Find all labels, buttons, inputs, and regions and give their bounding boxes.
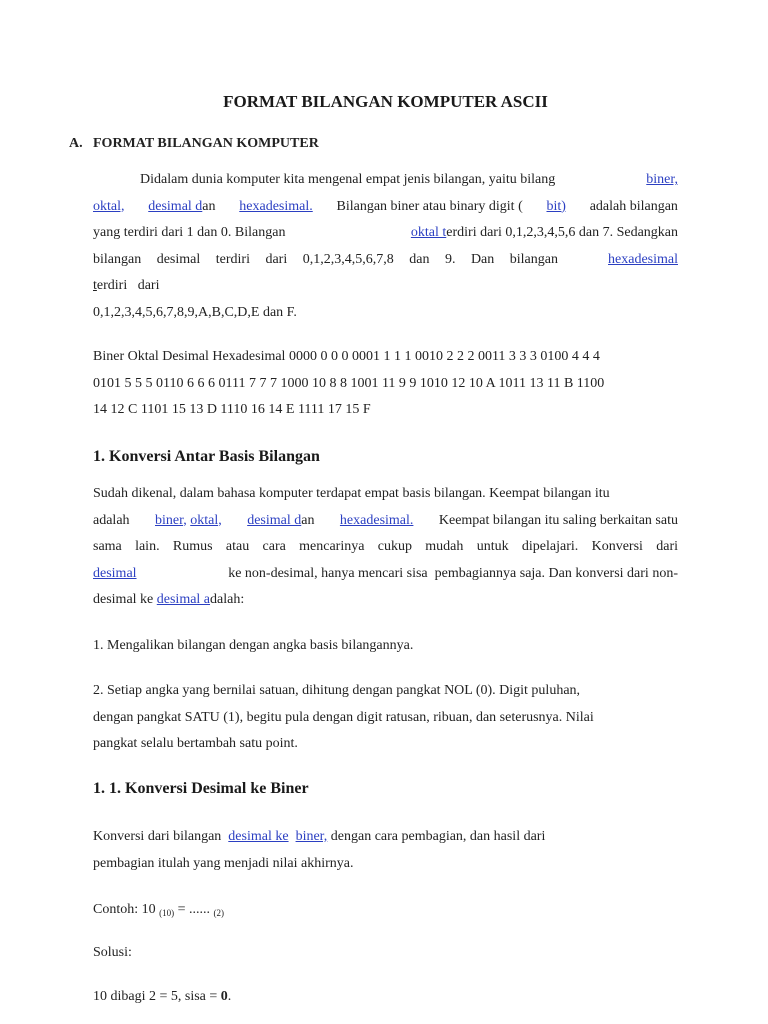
- paragraph-konversi: [93, 824, 678, 877]
- rule-2-line-1: 2. Setiap angka yang bernilai satuan, dihitung dengan pangkat NOL (0). Digit puluhan,: [93, 683, 581, 698]
- rule-2-line-3: pangkat selalu bertambah satu point.: [93, 736, 298, 751]
- intro-text: t: [93, 278, 97, 293]
- link-desimal[interactable]: desimal d: [148, 198, 203, 214]
- section-a-heading: [69, 136, 319, 152]
- intro-text: an: [202, 198, 216, 214]
- contoh-line: [93, 900, 224, 923]
- intro-text: Bilangan biner atau binary digit (: [336, 198, 523, 214]
- solusi-label: Solusi:: [93, 945, 132, 960]
- link-oktal-3[interactable]: oktal,: [190, 512, 222, 528]
- basis-text: an: [301, 512, 315, 528]
- table-line-3: 14 12 C 1101 15 13 D 1110 16 14 E 1111 17 15 F: [93, 402, 371, 417]
- intro-line-5: [93, 273, 678, 300]
- intro-text: erdiri dari: [96, 278, 160, 293]
- paragraph-basis: [93, 481, 678, 614]
- link-hexadesimal-3[interactable]: hexadesimal.: [339, 512, 414, 528]
- link-biner[interactable]: biner,: [646, 172, 678, 187]
- link-bit[interactable]: bit): [546, 198, 566, 214]
- basis-line-1: Sudah dikenal, dalam bahasa komputer terdapat empat basis bilangan. Keempat bilangan itu: [93, 486, 610, 501]
- rule-1: 1. Mengalikan bilangan dengan angka basis bilangannya.: [93, 638, 414, 653]
- konversi-text: Konversi dari bilangan: [93, 829, 222, 844]
- table-line-2: 0101 5 5 5 0110 6 6 6 0111 7 7 7 1000 10 8 8 1001 11 9 9 1010 12 10 A 1011 13 11 B 1100: [93, 375, 605, 391]
- paragraph-intro: [93, 167, 678, 326]
- basis-line-4: [93, 561, 678, 588]
- basis-text: dalah:: [210, 592, 245, 607]
- konversi-line-2: pembagian itulah yang menjadi nilai akhirnya.: [93, 855, 354, 871]
- intro-line-1: [93, 167, 678, 194]
- document-title: FORMAT BILANGAN KOMPUTER ASCII: [223, 92, 548, 111]
- rule-2: [93, 678, 678, 758]
- link-desimal-2[interactable]: desimal d: [247, 512, 302, 528]
- basis-line-2: [93, 508, 678, 535]
- intro-line-4: [93, 247, 678, 274]
- basis-text: Keempat bilangan itu saling berkaitan satu: [438, 512, 678, 528]
- intro-text: 0,1,2,3,4,5,6,7,8,9,A,B,C,D,E dan F.: [93, 304, 297, 320]
- basis-text: ke non-desimal, hanya mencari sisa pembagiannya saja. Dan konversi dari non-: [228, 565, 678, 581]
- step-1-period: .: [227, 989, 232, 1004]
- section-a-letter: A.: [69, 136, 83, 151]
- link-biner-2[interactable]: biner,: [155, 512, 187, 528]
- step-1-remainder: 0: [220, 989, 228, 1004]
- intro-text: yang terdiri dari 1 dan 0. Bilangan: [93, 225, 286, 240]
- link-desimal-3[interactable]: desimal: [93, 565, 137, 581]
- section-a-label: FORMAT BILANGAN KOMPUTER: [93, 136, 319, 151]
- intro-text: Didalam dunia komputer kita mengenal empat jenis bilangan, yaitu bilang: [140, 172, 556, 187]
- heading-konversi-antar-basis: 1. Konversi Antar Basis Bilangan: [93, 448, 320, 465]
- intro-text: bilangan desimal terdiri dari 0,1,2,3,4,5,6,7,8 dan 9. Dan bilangan: [93, 251, 558, 267]
- rule-2-line-2: dengan pangkat SATU (1), begitu pula dengan digit ratusan, ribuan, dan seterusnya. Nilai: [93, 709, 594, 725]
- heading-desimal-ke-biner: 1. 1. Konversi Desimal ke Biner: [93, 780, 309, 797]
- basis-text: adalah: [93, 512, 130, 528]
- contoh-equals: = ......: [177, 902, 211, 917]
- intro-text: adalah bilangan: [589, 198, 678, 214]
- konversi-line-1: [93, 824, 678, 851]
- step-1-text: 10 dibagi 2 = 5, sisa =: [93, 989, 218, 1004]
- link-hexadesimal-2[interactable]: hexadesimal: [608, 251, 678, 267]
- link-desimal-ke[interactable]: desimal ke: [228, 829, 289, 844]
- number-table-text: [93, 344, 678, 424]
- link-biner-3[interactable]: biner,: [295, 829, 328, 844]
- link-hexadesimal[interactable]: hexadesimal.: [239, 198, 313, 214]
- contoh-base-2: (2): [213, 908, 225, 918]
- contoh-label: Contoh: 10: [93, 902, 156, 917]
- link-oktal-2[interactable]: oktal t: [410, 225, 447, 240]
- konversi-text: dengan cara pembagian, dan hasil dari: [330, 829, 546, 844]
- basis-line-3: sama lain. Rumus atau cara mencarinya cukup mudah untuk dipelajari. Konversi dari: [93, 539, 678, 554]
- link-oktal[interactable]: oktal,: [93, 198, 125, 214]
- contoh-base-10: (10): [159, 908, 175, 918]
- basis-text: desimal ke: [93, 592, 154, 607]
- intro-line-3: [93, 220, 678, 247]
- step-1: [93, 987, 231, 1007]
- intro-text: erdiri dari 0,1,2,3,4,5,6 dan 7. Sedangkan: [446, 225, 678, 240]
- intro-line-6: [93, 300, 678, 327]
- link-desimal-4[interactable]: desimal a: [156, 592, 211, 607]
- basis-line-5: [93, 587, 678, 614]
- table-line-1: Biner Oktal Desimal Hexadesimal 0000 0 0 0 0001 1 1 1 0010 2 2 2 0011 3 3 3 0100 4 4 4: [93, 349, 600, 364]
- intro-line-2: [93, 194, 678, 221]
